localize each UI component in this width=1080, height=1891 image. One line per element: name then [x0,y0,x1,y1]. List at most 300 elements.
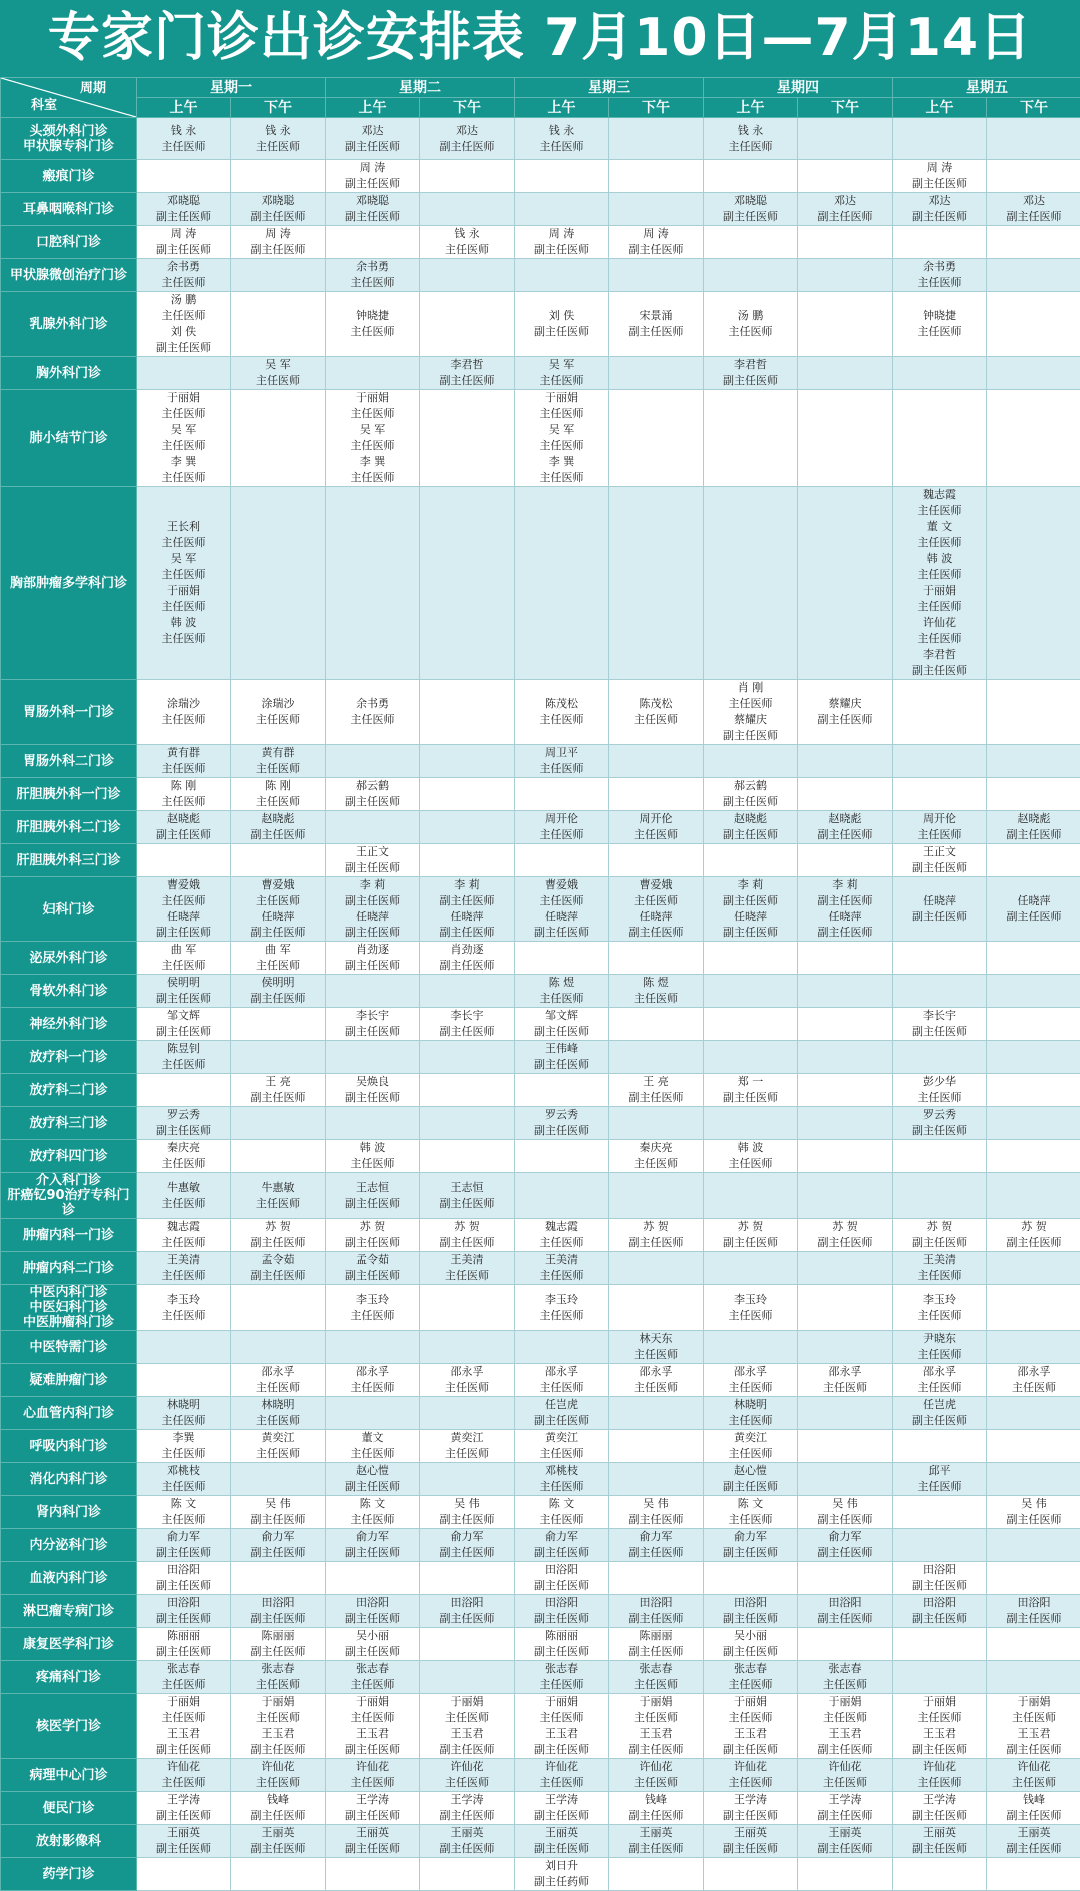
doctor-entry: 陈茂松 [609,696,703,712]
doctor-entry: 副主任医师 [704,794,797,810]
doctor-entry: 郝云鹤 [704,778,797,794]
schedule-cell [987,487,1080,680]
doctor-entry: 王美清 [137,1252,230,1268]
schedule-cell [609,1694,704,1759]
doctor-entry: 田浴阳 [231,1595,325,1611]
department-label-line: 核医学门诊 [1,1719,136,1734]
table-row [1,1285,1080,1331]
doctor-entry: 许仙花 [326,1759,419,1775]
doctor-entry: 主任医师 [704,324,797,340]
doctor-entry: 任晓萍 [798,909,892,925]
doctor-entry: 钱峰 [609,1792,703,1808]
doctor-entry: 主任医师 [137,308,230,324]
schedule-cell [231,160,326,193]
department-label-line: 骨软外科门诊 [1,984,136,999]
doctor-entry: 副主任医师 [231,1742,325,1758]
schedule-table [0,77,1080,1891]
doctor-entry: 吴 军 [515,357,608,373]
department-label-line: 肺小结节门诊 [1,431,136,446]
schedule-cell [704,1496,798,1529]
doctor-entry: 副主任医师 [987,1235,1080,1251]
schedule-cell [704,877,798,942]
schedule-cell [326,193,420,226]
doctor-entry: 主任医师 [137,1268,230,1284]
doctor-entry: 俞力军 [231,1529,325,1545]
doctor-entry: 副主任医师 [609,1644,703,1660]
doctor-entry: 副主任医师 [231,1644,325,1660]
schedule-cell [704,942,798,975]
schedule-cell [137,1661,231,1694]
department-name [1,1562,137,1595]
schedule-cell [515,357,609,390]
doctor-entry: 俞力军 [420,1529,514,1545]
doctor-entry: 赵晓彪 [231,811,325,827]
schedule-cell [137,292,231,357]
doctor-entry: 副主任医师 [326,958,419,974]
doctor-entry: 王丽英 [798,1825,892,1841]
schedule-cell [231,357,326,390]
doctor-entry: 许仙花 [231,1759,325,1775]
schedule-cell [420,1430,515,1463]
doctor-entry: 李长宇 [893,1008,986,1024]
doctor-entry: 赵心愷 [326,1463,419,1479]
doctor-entry: 主任医师 [515,1775,608,1791]
schedule-cell [798,292,893,357]
doctor-entry: 邵永孚 [231,1364,325,1380]
schedule-cell [515,1140,609,1173]
schedule-cell [798,226,893,259]
schedule-cell [231,1008,326,1041]
doctor-entry: 钱 永 [515,123,608,139]
doctor-entry: 孟令茹 [231,1252,325,1268]
doctor-entry: 余书勇 [137,259,230,275]
doctor-entry: 副主任医师 [515,1057,608,1073]
doctor-entry: 曲 军 [137,942,230,958]
doctor-entry: 任晓萍 [420,909,514,925]
schedule-cell [420,226,515,259]
schedule-cell [609,942,704,975]
doctor-entry: 副主任医师 [231,1090,325,1106]
session-pm: 下午 [987,98,1080,118]
schedule-cell [893,1285,987,1331]
doctor-entry: 许仙花 [893,615,986,631]
schedule-cell [609,1252,704,1285]
schedule-cell [137,1463,231,1496]
doctor-entry: 主任医师 [137,1413,230,1429]
schedule-cell [420,1694,515,1759]
doctor-entry: 副主任医师 [137,827,230,843]
schedule-cell [231,487,326,680]
doctor-entry: 李君哲 [704,357,797,373]
doctor-entry: 副主任医师 [704,1545,797,1561]
doctor-entry: 苏 贺 [987,1219,1080,1235]
session-am: 上午 [515,98,609,118]
doctor-entry: 副主任医师 [420,373,514,389]
doctor-entry: 罗云秀 [893,1107,986,1123]
doctor-entry: 主任医师 [893,1347,986,1363]
schedule-cell [515,1759,609,1792]
doctor-entry: 邵永孚 [515,1364,608,1380]
doctor-entry: 王学涛 [893,1792,986,1808]
schedule-cell [987,193,1080,226]
schedule-cell [515,487,609,680]
schedule-cell [987,942,1080,975]
doctor-entry: 主任医师 [231,139,325,155]
doctor-entry: 任晓萍 [893,893,986,909]
doctor-entry: 主任医师 [137,761,230,777]
schedule-cell [326,1008,420,1041]
doctor-entry: 副主任医师 [704,1644,797,1660]
doctor-entry: 副主任医师 [231,991,325,1007]
doctor-entry: 邓达 [987,193,1080,209]
doctor-entry: 陈丽丽 [137,1628,230,1644]
doctor-entry: 曹爱娥 [609,877,703,893]
doctor-entry: 周卫平 [515,745,608,761]
schedule-cell [231,778,326,811]
schedule-cell [893,1008,987,1041]
doctor-entry: 陈 文 [137,1496,230,1512]
table-row [1,1792,1080,1825]
doctor-entry: 副主任医师 [420,139,514,155]
doctor-entry: 周 涛 [231,226,325,242]
doctor-entry: 主任医师 [893,503,986,519]
department-label-line: 内分泌科门诊 [1,1538,136,1553]
doctor-entry: 主任医师 [704,1446,797,1462]
department-name [1,1397,137,1430]
schedule-cell [420,1858,515,1891]
schedule-cell [987,118,1080,160]
doctor-entry: 王玉君 [987,1726,1080,1742]
department-label-line: 肝胆胰外科三门诊 [1,853,136,868]
department-name [1,1694,137,1759]
schedule-cell [987,1140,1080,1173]
department-label-line: 胸部肿瘤多学科门诊 [1,576,136,591]
schedule-cell [515,1252,609,1285]
department-label-line: 肿瘤内科二门诊 [1,1261,136,1276]
doctor-entry: 副主任医师 [420,1235,514,1251]
doctor-entry: 副主任医师 [704,1090,797,1106]
schedule-cell [704,1759,798,1792]
schedule-cell [798,193,893,226]
doctor-entry: 副主任医师 [515,1611,608,1627]
doctor-entry: 邓桃枝 [515,1463,608,1479]
schedule-cell [798,1792,893,1825]
schedule-cell [893,1529,987,1562]
doctor-entry: 田浴阳 [893,1562,986,1578]
doctor-entry: 韩 波 [326,1140,419,1156]
doctor-entry: 汤 鹏 [137,292,230,308]
doctor-entry: 陈 文 [326,1496,419,1512]
doctor-entry: 陈丽丽 [515,1628,608,1644]
schedule-cell [515,1397,609,1430]
doctor-entry: 主任医师 [137,438,230,454]
doctor-entry: 王玉君 [326,1726,419,1742]
schedule-cell [326,680,420,745]
schedule-cell [893,226,987,259]
table-row [1,778,1080,811]
schedule-cell [893,1792,987,1825]
schedule-cell [420,160,515,193]
schedule-cell [893,1595,987,1628]
doctor-entry: 黄有群 [137,745,230,761]
doctor-entry: 苏 贺 [231,1219,325,1235]
schedule-cell [326,118,420,160]
schedule-cell [231,1252,326,1285]
doctor-entry: 俞力军 [704,1529,797,1545]
doctor-entry: 李玉玲 [893,1292,986,1308]
department-label-line: 心血管内科门诊 [1,1406,136,1421]
schedule-cell [798,1219,893,1252]
schedule-cell [137,975,231,1008]
doctor-entry: 主任医师 [609,1710,703,1726]
doctor-entry: 副主任医师 [515,1841,608,1857]
doctor-entry: 主任医师 [893,1268,986,1284]
doctor-entry: 副主任医师 [798,893,892,909]
schedule-cell [326,975,420,1008]
schedule-cell [704,1397,798,1430]
doctor-entry: 周开伦 [515,811,608,827]
schedule-cell [231,292,326,357]
schedule-cell [231,1430,326,1463]
department-name [1,1219,137,1252]
schedule-cell [137,1397,231,1430]
schedule-cell [137,259,231,292]
schedule-cell [609,390,704,487]
schedule-cell [893,1759,987,1792]
doctor-entry: 牛惠敏 [231,1180,325,1196]
doctor-entry: 主任医师 [987,1775,1080,1791]
schedule-cell [231,877,326,942]
doctor-entry: 韩 波 [137,615,230,631]
doctor-entry: 王丽英 [987,1825,1080,1841]
doctor-entry: 副主任医师 [137,1644,230,1660]
doctor-entry: 许仙花 [893,1759,986,1775]
table-row [1,1661,1080,1694]
doctor-entry: 于丽娟 [987,1694,1080,1710]
corner-period-label: 周期 [80,81,106,97]
schedule-cell [609,844,704,877]
doctor-entry: 副主任医师 [609,1808,703,1824]
doctor-entry: 于丽娟 [704,1694,797,1710]
doctor-entry: 副主任医师 [326,1024,419,1040]
doctor-entry: 副主任医师 [137,991,230,1007]
schedule-cell [893,1397,987,1430]
schedule-cell [609,975,704,1008]
department-label-line: 中医特需门诊 [1,1340,136,1355]
doctor-entry: 韩 波 [704,1140,797,1156]
doctor-entry: 于丽娟 [798,1694,892,1710]
doctor-entry: 王美清 [893,1252,986,1268]
doctor-entry: 李君哲 [420,357,514,373]
table-row [1,1825,1080,1858]
schedule-cell [231,680,326,745]
doctor-entry: 副主任医师 [798,1611,892,1627]
doctor-entry: 主任医师 [231,893,325,909]
doctor-entry: 副主任医师 [704,373,797,389]
doctor-entry: 主任医师 [326,275,419,291]
doctor-entry: 主任医师 [893,599,986,615]
doctor-entry: 副主任医师 [609,1512,703,1528]
schedule-cell [420,1792,515,1825]
doctor-entry: 林天东 [609,1331,703,1347]
department-label-line: 口腔科门诊 [1,235,136,250]
doctor-entry: 主任医师 [515,761,608,777]
schedule-cell [893,259,987,292]
doctor-entry: 李 巽 [326,454,419,470]
doctor-entry: 陈丽丽 [231,1628,325,1644]
doctor-entry: 副主任医师 [798,1235,892,1251]
doctor-entry: 苏 贺 [893,1219,986,1235]
doctor-entry: 牛惠敏 [137,1180,230,1196]
doctor-entry: 副主任医师 [420,925,514,941]
doctor-entry: 李 莉 [704,877,797,893]
doctor-entry: 吴焕良 [326,1074,419,1090]
doctor-entry: 副主任医师 [231,1808,325,1824]
doctor-entry: 周 涛 [515,226,608,242]
schedule-cell [515,778,609,811]
doctor-entry: 副主任医师 [798,1742,892,1758]
department-label-line: 康复医学科门诊 [1,1637,136,1652]
schedule-cell [326,844,420,877]
doctor-entry: 主任医师 [231,373,325,389]
doctor-entry: 主任医师 [893,535,986,551]
schedule-cell [137,1430,231,1463]
doctor-entry: 苏 贺 [704,1219,797,1235]
doctor-entry: 王正文 [326,844,419,860]
department-name [1,292,137,357]
schedule-cell [609,1219,704,1252]
doctor-entry: 田浴阳 [515,1562,608,1578]
schedule-cell [137,811,231,844]
doctor-entry: 主任医师 [137,406,230,422]
doctor-entry: 王美清 [515,1252,608,1268]
doctor-entry: 副主任医师 [231,242,325,258]
schedule-cell [609,1496,704,1529]
doctor-entry: 李君哲 [893,647,986,663]
doctor-entry: 陈昱钊 [137,1041,230,1057]
doctor-entry: 主任医师 [515,1308,608,1324]
schedule-cell [798,259,893,292]
session-am: 上午 [893,98,987,118]
doctor-entry: 主任医师 [326,1775,419,1791]
doctor-entry: 陈 煜 [515,975,608,991]
doctor-entry: 副主任医师 [893,663,986,679]
doctor-entry: 于丽娟 [420,1694,514,1710]
doctor-entry: 李玉玲 [137,1292,230,1308]
session-pm: 下午 [231,98,326,118]
schedule-cell [798,844,893,877]
department-name [1,1430,137,1463]
doctor-entry: 副主任医师 [326,1268,419,1284]
doctor-entry: 主任医师 [326,438,419,454]
doctor-entry: 周 涛 [609,226,703,242]
schedule-cell [137,1562,231,1595]
schedule-cell [798,1759,893,1792]
doctor-entry: 主任医师 [704,1156,797,1172]
table-row [1,1694,1080,1759]
doctor-entry: 主任医师 [515,1380,608,1396]
doctor-entry: 王正文 [893,844,986,860]
doctor-entry: 主任医师 [420,1446,514,1462]
doctor-entry: 任晓萍 [987,893,1080,909]
schedule-cell [326,1285,420,1331]
schedule-cell [987,1759,1080,1792]
doctor-entry: 副主任医师 [137,1611,230,1627]
schedule-cell [704,1041,798,1074]
schedule-cell [798,1430,893,1463]
schedule-cell [987,1074,1080,1107]
schedule-cell [893,844,987,877]
doctor-entry: 王丽英 [420,1825,514,1841]
doctor-entry: 主任医师 [137,139,230,155]
schedule-cell [987,1661,1080,1694]
schedule-cell [609,1661,704,1694]
doctor-entry: 钱 永 [137,123,230,139]
session-pm: 下午 [798,98,893,118]
department-name [1,877,137,942]
department-label-line: 妇科门诊 [1,902,136,917]
doctor-entry: 俞力军 [798,1529,892,1545]
department-name [1,1463,137,1496]
doctor-entry: 周 涛 [893,160,986,176]
doctor-entry: 副主任医师 [326,1808,419,1824]
department-name [1,745,137,778]
department-name [1,357,137,390]
doctor-entry: 副主任医师 [515,1024,608,1040]
doctor-entry: 主任医师 [231,1710,325,1726]
doctor-entry: 主任医师 [420,1775,514,1791]
schedule-cell [987,1694,1080,1759]
schedule-cell [609,1140,704,1173]
schedule-cell [609,1107,704,1140]
schedule-cell [420,1628,515,1661]
schedule-cell [515,259,609,292]
doctor-entry: 于丽娟 [137,583,230,599]
doctor-entry: 于丽娟 [893,583,986,599]
doctor-entry: 副主任医师 [893,209,986,225]
doctor-entry: 蔡耀庆 [704,712,797,728]
schedule-cell [893,1858,987,1891]
doctor-entry: 邱平 [893,1463,986,1479]
doctor-entry: 主任医师 [893,1775,986,1791]
schedule-cell [326,1529,420,1562]
doctor-entry: 刘 佚 [515,308,608,324]
schedule-cell [798,1628,893,1661]
schedule-cell [609,193,704,226]
doctor-entry: 张志春 [704,1661,797,1677]
doctor-entry: 王长利 [137,519,230,535]
schedule-cell [420,844,515,877]
schedule-cell [893,193,987,226]
schedule-cell [420,1595,515,1628]
doctor-entry: 副主任医师 [326,1545,419,1561]
doctor-entry: 副主任医师 [609,324,703,340]
doctor-entry: 主任医师 [704,1380,797,1396]
schedule-cell [704,1628,798,1661]
doctor-entry: 王玉君 [231,1726,325,1742]
doctor-entry: 副主任医师 [798,1545,892,1561]
schedule-cell [609,680,704,745]
doctor-entry: 张志春 [326,1661,419,1677]
schedule-cell [987,1496,1080,1529]
schedule-cell [231,1792,326,1825]
doctor-entry: 涂瑞沙 [137,696,230,712]
schedule-cell [515,1792,609,1825]
doctor-entry: 主任医师 [326,324,419,340]
doctor-entry: 钱峰 [231,1792,325,1808]
schedule-cell [798,1496,893,1529]
doctor-entry: 周 涛 [326,160,419,176]
